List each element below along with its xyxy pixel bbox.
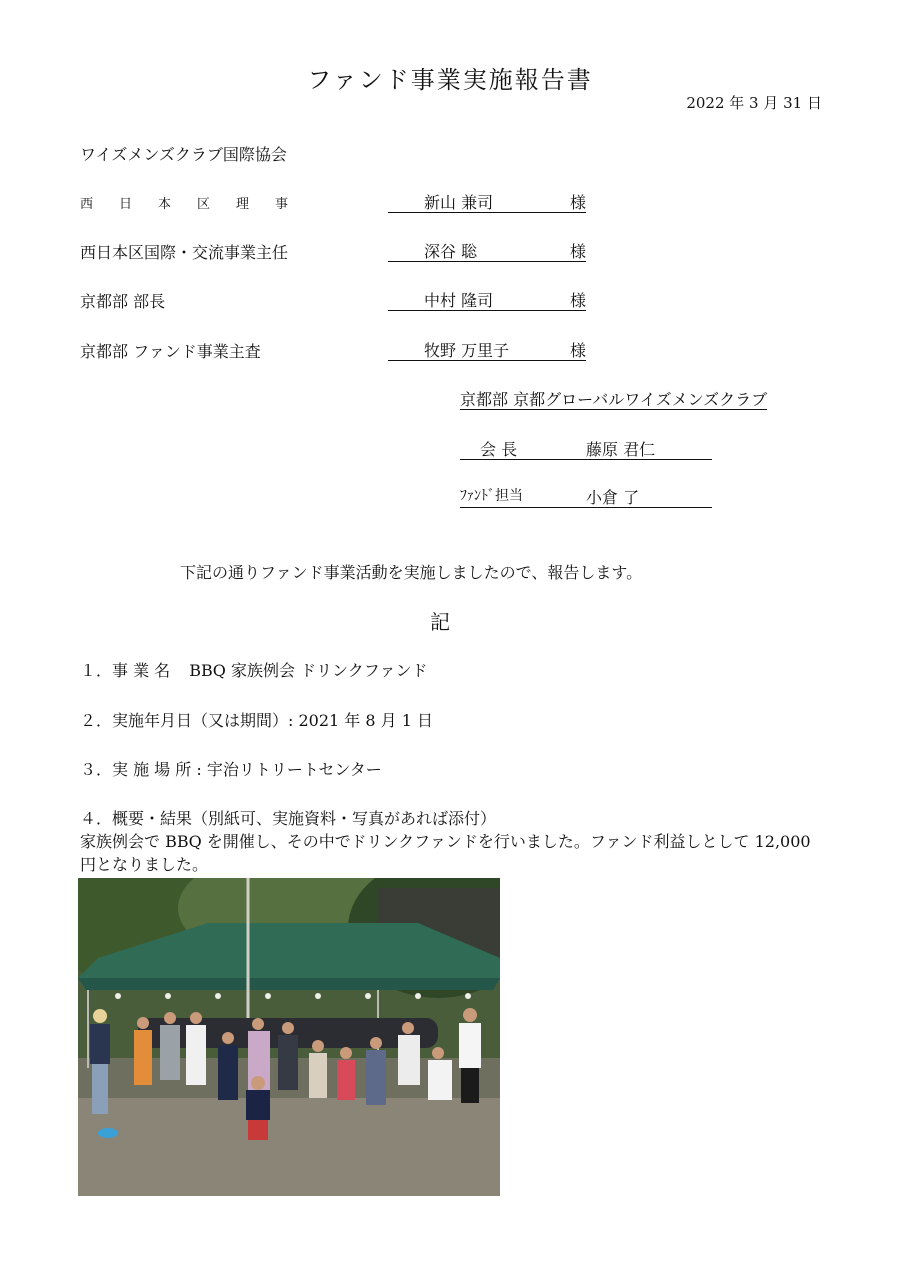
recipient-name: 新山 兼司 xyxy=(424,193,494,212)
item-summary-heading: ４．概要・結果（別紙可、実施資料・写真があれば添付） xyxy=(80,809,497,828)
event-photo-illustration xyxy=(78,878,500,1196)
item-value: 宇治リトリートセンター xyxy=(206,760,382,779)
recipient-role: 京都部 ファンド事業主査 xyxy=(80,342,261,361)
summary-paragraph: 家族例会で BBQ を開催し、その中でドリンクファンドを行いました。ファンド利益しとして 12,000 円となりました。 xyxy=(80,832,811,874)
item-place xyxy=(80,757,382,780)
recipient-honorific: 様 xyxy=(569,242,586,261)
recipient-role: 西日本区理事 xyxy=(80,197,315,212)
item-value: 2021 年 8 月 1 日 xyxy=(298,711,434,730)
sender-fund-role: ﾌｧﾝﾄﾞ担当 xyxy=(460,488,523,504)
recipient-honorific: 様 xyxy=(569,193,586,212)
event-photo xyxy=(78,878,500,1196)
item-label: ３．実 施 場 所 : xyxy=(80,760,202,779)
item-label: １．事 業 名 xyxy=(80,661,171,680)
item-value: BBQ 家族例会 ドリンクファンド xyxy=(189,661,428,680)
recipient-line xyxy=(388,239,586,262)
sender-president-name: 藤原 君仁 xyxy=(586,440,656,459)
report-date: 2022 年 3 月 31 日 xyxy=(686,94,822,112)
recipient-honorific: 様 xyxy=(569,291,586,310)
organization-name: ワイズメンズクラブ国際協会 xyxy=(80,145,287,164)
sender-president-line xyxy=(460,437,712,460)
recipient-honorific: 様 xyxy=(569,341,586,360)
document-title: ファンド事業実施報告書 xyxy=(307,66,593,94)
item-label: ２．実施年月日（又は期間）: xyxy=(80,711,294,730)
item-date xyxy=(80,708,433,731)
recipient-role: 西日本区国際・交流事業主任 xyxy=(80,243,289,262)
ki-heading: 記 xyxy=(430,610,450,634)
recipient-role: 京都部 部長 xyxy=(80,292,166,311)
sender-fund-line xyxy=(460,485,712,508)
intro-text: 下記の通りファンド事業活動を実施しましたので、報告します。 xyxy=(180,563,643,582)
item-project-name xyxy=(80,658,427,681)
recipient-name: 中村 隆司 xyxy=(424,291,494,310)
recipient-name: 深谷 聡 xyxy=(424,242,478,261)
recipient-line xyxy=(388,288,586,311)
sender-club: 京都部 京都グローバルワイズメンズクラブ xyxy=(460,387,767,410)
recipient-line xyxy=(388,338,586,361)
recipient-line xyxy=(388,190,586,213)
recipient-name: 牧野 万里子 xyxy=(424,341,510,360)
sender-fund-name: 小倉 了 xyxy=(586,488,640,507)
sender-president-role: 会 長 xyxy=(480,440,518,459)
